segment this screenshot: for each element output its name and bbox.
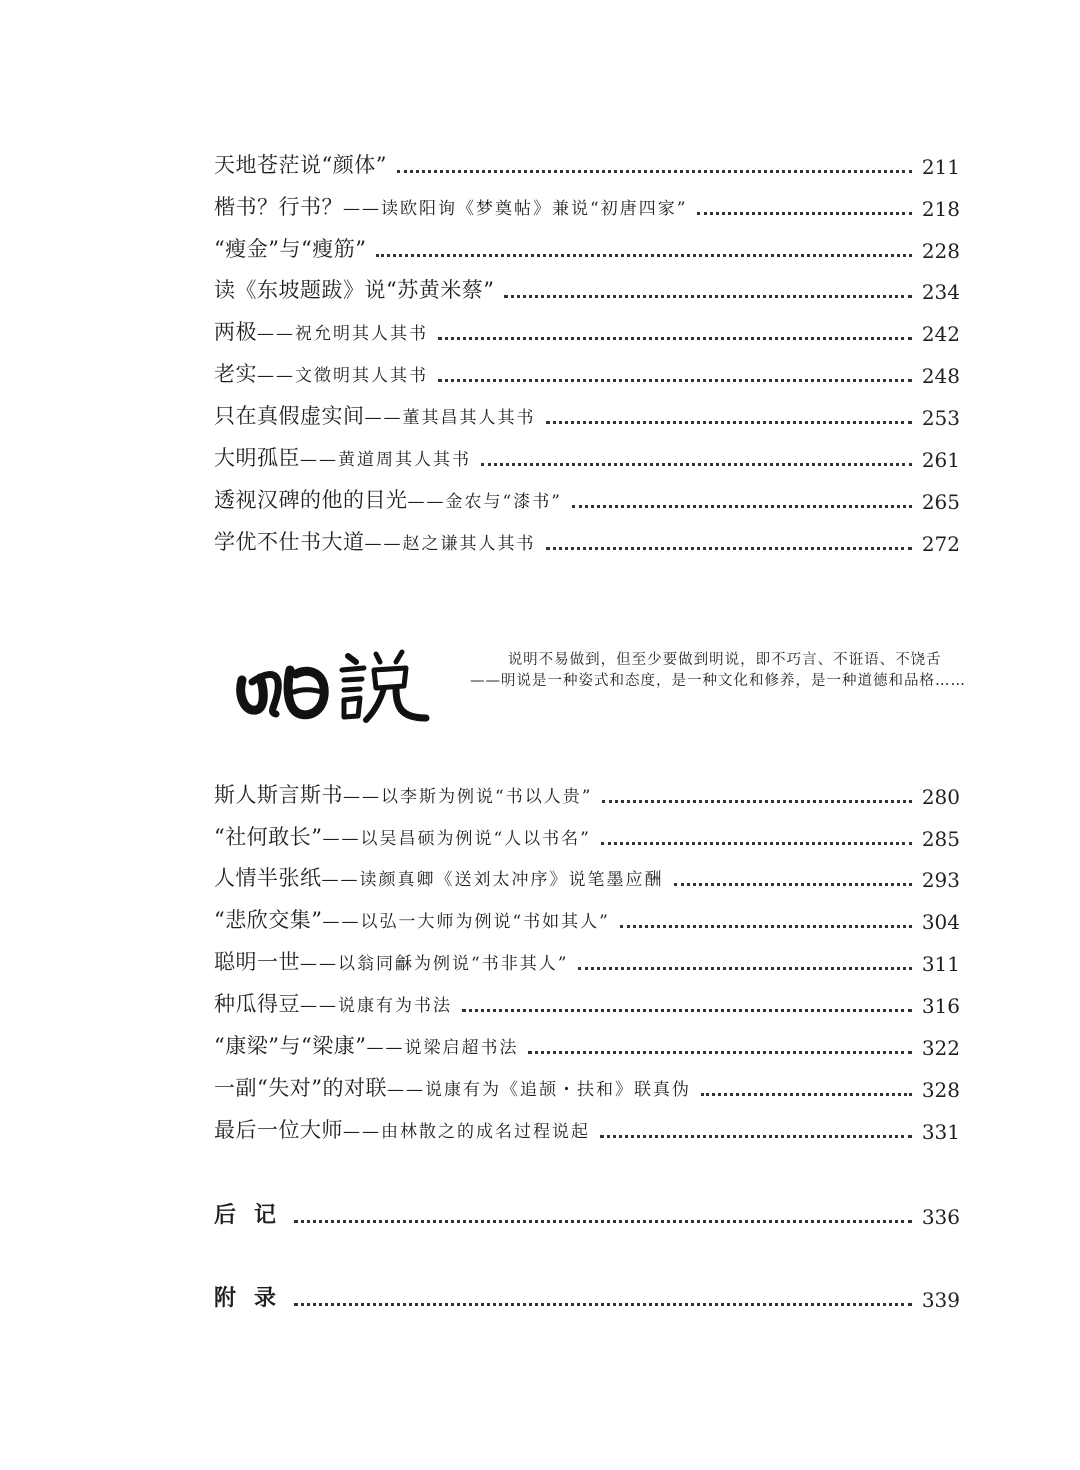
toc-entry[interactable] <box>214 1110 960 1144</box>
toc-entry-title: 读《东坡题跋》说“苏黄米蔡” <box>214 278 495 302</box>
toc-entry-title: 最后一位大师 <box>214 1118 343 1142</box>
toc-entry[interactable] <box>214 480 960 514</box>
toc-entry-page: 311 <box>921 952 960 976</box>
toc-entry[interactable] <box>214 775 960 809</box>
toc-entry[interactable] <box>214 942 960 976</box>
leader-dots <box>481 463 912 466</box>
toc-entry-page: 272 <box>921 532 960 556</box>
toc-entry-title: 天地苍茫说“颜体” <box>214 153 387 177</box>
toc-entry-subtitle: ——说康有为书法 <box>300 996 452 1016</box>
toc-entry-page: 253 <box>921 406 960 430</box>
toc-entry-title: 斯人斯言斯书 <box>214 783 343 807</box>
toc-entry-subtitle: ——以吴昌硕为例说“人以书名” <box>322 829 591 849</box>
leader-dots <box>600 1135 912 1138</box>
leader-dots <box>504 295 911 298</box>
toc-entry-page: 218 <box>921 197 960 221</box>
leader-dots <box>674 883 912 886</box>
toc-entry-subtitle: ——以弘一大师为例说“书如其人” <box>322 912 610 932</box>
toc-entry-title: 人情半张纸 <box>214 866 322 890</box>
toc-entry-subtitle: ——黄道周其人其书 <box>300 450 471 470</box>
toc-entry-title: 种瓜得豆 <box>214 992 300 1016</box>
toc-entry[interactable] <box>214 187 960 221</box>
toc-entry-page: 265 <box>921 490 960 514</box>
calligraphy-logo <box>230 640 440 730</box>
toc-entry-title: 两极 <box>214 320 257 344</box>
toc-entry-title: 一副“失对”的对联 <box>214 1076 387 1100</box>
toc-entry[interactable] <box>214 438 960 472</box>
toc-entry-page: 280 <box>921 785 960 809</box>
toc-entry-page: 293 <box>921 868 960 892</box>
section-heading <box>230 640 970 730</box>
toc-entry-page: 248 <box>921 364 960 388</box>
leader-dots <box>697 212 911 215</box>
toc-entry-subtitle: ——赵之谦其人其书 <box>364 534 536 554</box>
toc-entry-subtitle: ——说康有为《追颉・扶和》联真伪 <box>386 1080 691 1100</box>
toc-entry-page: 242 <box>921 322 960 346</box>
toc-entry-title: 聪明一世 <box>214 950 300 974</box>
toc-entry-page: 234 <box>921 280 960 304</box>
toc-entry[interactable] <box>214 312 960 346</box>
leader-dots <box>462 1009 912 1012</box>
toc-entry-page: 322 <box>921 1036 960 1060</box>
toc-entry-subtitle: ——以李斯为例说“书以人贵” <box>343 787 593 807</box>
toc-entry-title: 后记 <box>214 1202 295 1228</box>
toc-entry-subtitle: ——祝允明其人其书 <box>257 324 428 344</box>
toc-entry[interactable] <box>214 270 960 304</box>
toc-entry[interactable] <box>214 817 960 851</box>
leader-dots <box>578 967 911 970</box>
toc-entry-appendix[interactable] <box>214 1276 960 1312</box>
toc-entry-title: “社何敢长” <box>214 825 323 849</box>
toc-entry-title: 附录 <box>214 1285 295 1311</box>
toc-entry[interactable] <box>214 396 960 430</box>
leader-dots <box>376 254 911 257</box>
toc-entry-subtitle: ——董其昌其人其书 <box>364 408 536 428</box>
toc-entry-title: 只在真假虚实间 <box>214 404 365 428</box>
toc-entry-title: 透视汉碑的他的目光 <box>214 488 408 512</box>
toc-entry-subtitle: ——文徵明其人其书 <box>257 366 428 386</box>
toc-entry-page: 339 <box>921 1288 960 1312</box>
toc-entry-page: 328 <box>921 1078 960 1102</box>
toc-entry[interactable] <box>214 900 960 934</box>
leader-dots <box>701 1093 912 1096</box>
leader-dots <box>294 1303 912 1306</box>
toc-entry-page: 228 <box>921 239 960 263</box>
toc-entry-subtitle: ——以翁同龢为例说“书非其人” <box>300 954 569 974</box>
toc-entry-subtitle: ——读颜真卿《送刘太冲序》说笔墨应酬 <box>321 870 664 890</box>
toc-entry-title: 大明孤臣 <box>214 446 300 470</box>
leader-dots <box>601 842 912 845</box>
leader-dots <box>620 925 912 928</box>
leader-dots <box>397 170 912 173</box>
toc-entry[interactable] <box>214 145 960 179</box>
toc-entry-page: 304 <box>921 910 960 934</box>
toc-entry-page: 331 <box>921 1120 960 1144</box>
section-intro: 说明不易做到，但至少要做到明说，即不巧言、不诳语、不饶舌——明说是一种姿式和态度，是一种文化和修养，是一种道德和品格…… <box>470 652 966 689</box>
toc-entry-page: 316 <box>921 994 960 1018</box>
toc-entry[interactable] <box>214 1068 960 1102</box>
toc-entry[interactable] <box>214 522 960 556</box>
toc-entry-title: 楷书？行书？ <box>214 195 343 219</box>
leader-dots <box>438 379 912 382</box>
toc-entry-title: “瘦金”与“瘦筋” <box>214 237 367 261</box>
toc-entry-subtitle: ——由林散之的成名过程说起 <box>343 1122 590 1142</box>
toc-entry-page: 211 <box>921 155 960 179</box>
toc-entry-afterword[interactable] <box>214 1193 960 1229</box>
toc-entry-subtitle: ——读欧阳询《梦奠帖》兼说“初唐四家” <box>343 199 688 219</box>
toc-entry[interactable] <box>214 984 960 1018</box>
toc-entry-title: “康梁”与“梁康” <box>214 1034 367 1058</box>
toc-entry-page: 285 <box>921 827 960 851</box>
toc-entry-page: 336 <box>921 1205 960 1229</box>
toc-entry-title: 老实 <box>214 362 257 386</box>
toc-entry-page: 261 <box>921 448 960 472</box>
toc-entry-title: 学优不仕书大道 <box>214 530 365 554</box>
leader-dots <box>546 421 912 424</box>
toc-entry[interactable] <box>214 858 960 892</box>
toc-entry-title: “悲欣交集” <box>214 908 323 932</box>
toc-entry-subtitle: ——金农与“漆书” <box>407 492 562 512</box>
leader-dots <box>572 505 912 508</box>
leader-dots <box>438 337 912 340</box>
toc-entry[interactable] <box>214 354 960 388</box>
toc-entry-subtitle: ——说梁启超书法 <box>366 1038 519 1058</box>
leader-dots <box>294 1220 912 1223</box>
leader-dots <box>546 547 912 550</box>
leader-dots <box>528 1051 911 1054</box>
toc-entry[interactable] <box>214 1026 960 1060</box>
toc-entry[interactable] <box>214 229 960 263</box>
leader-dots <box>602 800 911 803</box>
